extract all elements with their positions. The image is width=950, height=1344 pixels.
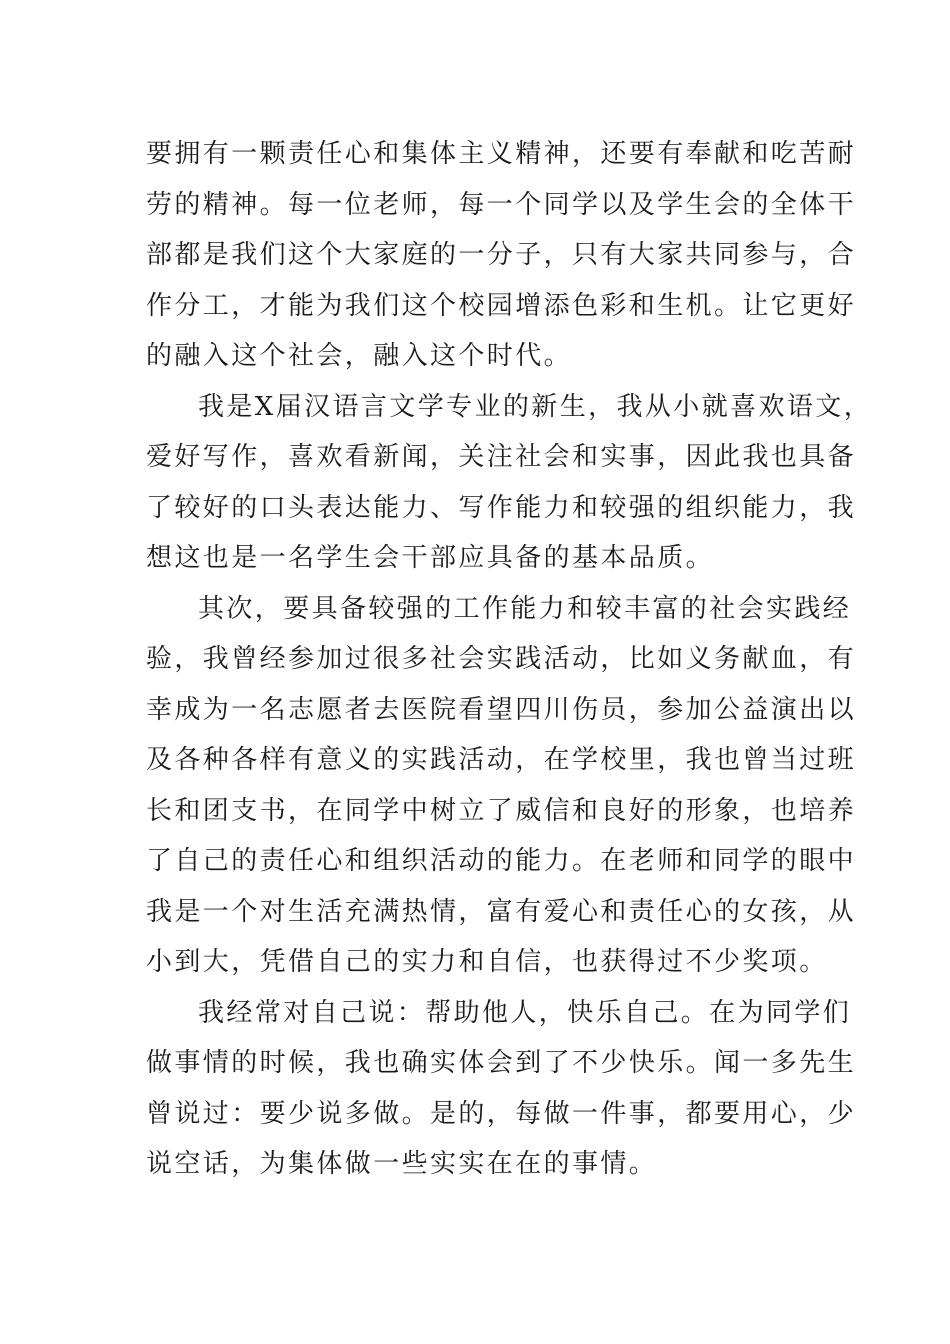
paragraph-line: 做事情的时候，我也确实体会到了不少快乐。闻一多先生 xyxy=(146,1048,857,1078)
paragraph-1 xyxy=(146,129,857,382)
paragraph-line: 验，我曾经参加过很多社会实践活动，比如义务献血，有 xyxy=(146,644,857,674)
paragraph-line: 我是一个对生活充满热情，富有爱心和责任心的女孩，从 xyxy=(146,896,857,927)
paragraph-line: 小到大，凭借自己的实力和自信，也获得过不少奖项。 xyxy=(146,947,828,977)
document-body xyxy=(146,129,873,1190)
paragraph-line: 劳的精神。每一位老师，每一个同学以及学生会的全体干 xyxy=(146,189,857,220)
paragraph-line: 我是X届汉语言文学专业的新生，我从小就喜欢语文， xyxy=(198,391,873,422)
paragraph-line: 爱好写作，喜欢看新闻，关注社会和实事，因此我也具备 xyxy=(146,442,857,472)
paragraph-line: 我经常对自己说：帮助他人，快乐自己。在为同学们 xyxy=(198,997,852,1028)
paragraph-3 xyxy=(146,584,857,988)
paragraph-line: 的融入这个社会，融入这个时代。 xyxy=(146,341,573,371)
paragraph-line: 及各种各样有意义的实践活动，在学校里，我也曾当过班 xyxy=(146,745,857,775)
paragraph-2 xyxy=(146,382,873,584)
paragraph-line: 长和团支书，在同学中树立了威信和良好的形象，也培养 xyxy=(146,795,857,826)
paragraph-4 xyxy=(146,988,857,1190)
paragraph-line: 要拥有一颗责任心和集体主义精神，还要有奉献和吃苦耐 xyxy=(146,139,857,169)
paragraph-line: 幸成为一名志愿者去医院看望四川伤员，参加公益演出以 xyxy=(146,694,857,725)
paragraph-line: 其次，要具备较强的工作能力和较丰富的社会实践经 xyxy=(198,593,852,624)
paragraph-line: 了较好的口头表达能力、写作能力和较强的组织能力，我 xyxy=(146,492,857,523)
paragraph-line: 曾说过：要少说多做。是的，每做一件事，都要用心，少 xyxy=(146,1098,857,1129)
paragraph-line: 了自己的责任心和组织活动的能力。在老师和同学的眼中 xyxy=(146,846,857,876)
paragraph-line: 作分工，才能为我们这个校园增添色彩和生机。让它更好 xyxy=(146,290,857,321)
paragraph-line: 部都是我们这个大家庭的一分子，只有大家共同参与，合 xyxy=(146,240,857,270)
paragraph-line: 说空话，为集体做一些实实在在的事情。 xyxy=(146,1149,658,1179)
paragraph-line: 想这也是一名学生会干部应具备的基本品质。 xyxy=(146,543,715,573)
